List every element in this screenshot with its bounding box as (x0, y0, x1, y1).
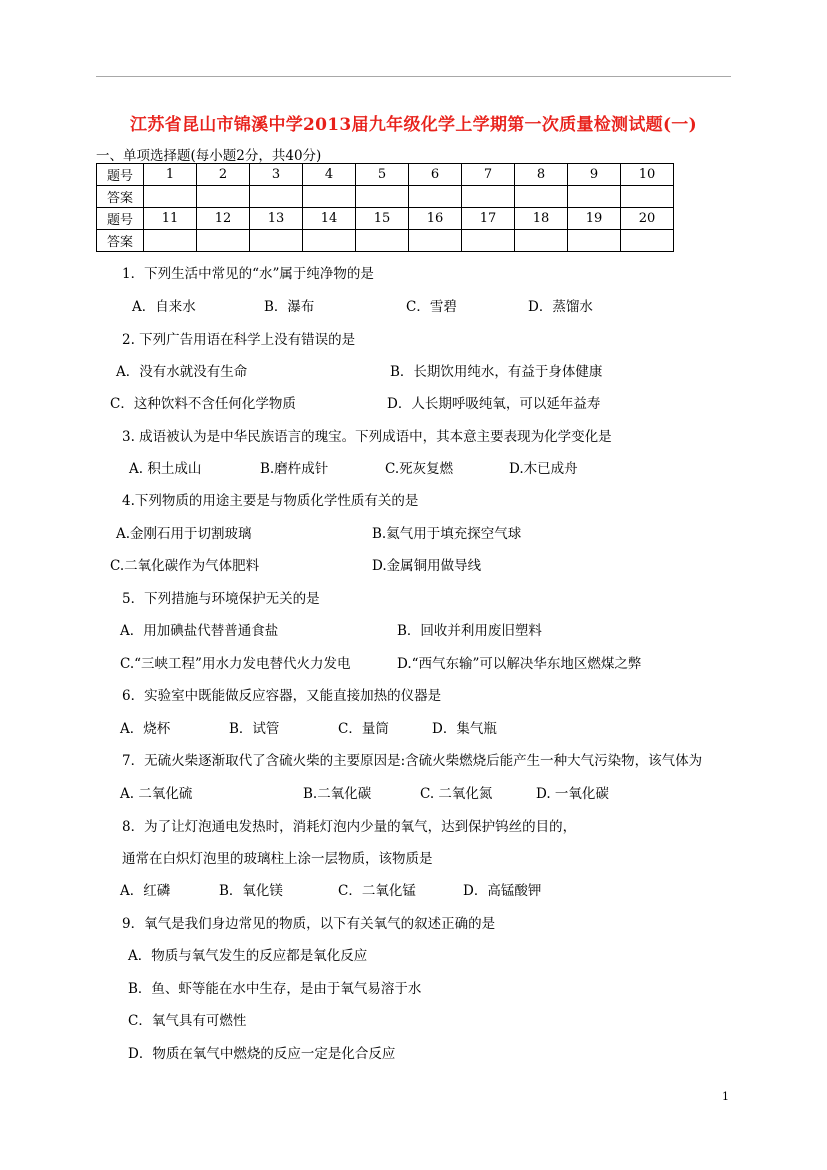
question-stem: 4.下列物质的用途主要是与物质化学性质有关的是 (122, 493, 419, 509)
row-label: 题号 (97, 208, 144, 230)
table-cell: 10 (621, 164, 674, 186)
question-option: B．氧化镁 (219, 883, 283, 899)
question-option: C．量筒 (338, 721, 389, 737)
answer-cell[interactable] (250, 186, 303, 208)
table-cell: 15 (356, 208, 409, 230)
table-cell: 17 (462, 208, 515, 230)
table-cell: 14 (303, 208, 356, 230)
question-option: C．雪碧 (406, 299, 457, 315)
answer-cell[interactable] (621, 230, 674, 252)
answer-cell[interactable] (409, 186, 462, 208)
question-option: B．试管 (229, 721, 280, 737)
table-row (97, 208, 674, 230)
page-title: 江苏省昆山市锦溪中学2013届九年级化学上学期第一次质量检测试题(一) (130, 115, 697, 135)
answer-cell[interactable] (144, 186, 197, 208)
question-option: D. 一氧化碳 (536, 786, 609, 802)
row-label: 答案 (97, 230, 144, 252)
question-option: C.“三峡工程”用水力发电替代火力发电 (120, 656, 351, 672)
question-stem: 3. 成语被认为是中华民族语言的瑰宝。下列成语中，其本意主要表现为化学变化是 (122, 429, 612, 445)
answer-cell[interactable] (303, 230, 356, 252)
question-option: A．烧杯 (120, 721, 171, 737)
question-option: A．自来水 (132, 299, 196, 315)
question-option: A．物质与氧气发生的反应都是氧化反应 (128, 948, 368, 964)
table-cell: 9 (568, 164, 621, 186)
question-option: B．回收并利用废旧塑料 (397, 623, 542, 639)
table-cell: 13 (250, 208, 303, 230)
question-option: C．氧气具有可燃性 (128, 1013, 247, 1029)
question-option: D．集气瓶 (432, 721, 497, 737)
row-label: 答案 (97, 186, 144, 208)
answer-cell[interactable] (515, 186, 568, 208)
table-cell: 6 (409, 164, 462, 186)
answer-cell[interactable] (515, 230, 568, 252)
question-option: B．鱼、虾等能在水中生存，是由于氧气易溶于水 (128, 981, 422, 997)
question-stem: 6．实验室中既能做反应容器，又能直接加热的仪器是 (122, 688, 442, 704)
question-option: A.金刚石用于切割玻璃 (116, 526, 252, 542)
question-stem: 2. 下列广告用语在科学上没有错误的是 (122, 332, 356, 348)
table-row (97, 164, 674, 186)
answer-cell[interactable] (356, 186, 409, 208)
answer-cell[interactable] (250, 230, 303, 252)
question-option: A．没有水就没有生命 (116, 364, 248, 380)
table-cell: 20 (621, 208, 674, 230)
question-option: B．瀑布 (264, 299, 315, 315)
table-cell: 3 (250, 164, 303, 186)
question-option: D．人长期呼吸纯氧，可以延年益寿 (387, 396, 601, 412)
question-stem-continued: 通常在白炽灯泡里的玻璃柱上涂一层物质，该物质是 (122, 851, 433, 867)
answer-cell[interactable] (197, 230, 250, 252)
question-option: D.“西气东输”可以解决华东地区燃煤之弊 (397, 656, 642, 672)
question-option: C．这种饮料不含任何化学物质 (110, 396, 296, 412)
question-stem: 7．无硫火柴逐渐取代了含硫火柴的主要原因是:含硫火柴燃烧后能产生一种大气污染物，该气体为 (122, 753, 703, 769)
question-option: C．二氧化锰 (338, 883, 416, 899)
table-cell: 16 (409, 208, 462, 230)
answer-cell[interactable] (144, 230, 197, 252)
question-option: D．高锰酸钾 (463, 883, 542, 899)
table-row (97, 230, 674, 252)
answer-cell[interactable] (568, 230, 621, 252)
table-cell: 2 (197, 164, 250, 186)
header-rule (96, 76, 731, 77)
answer-table (96, 163, 674, 252)
question-option: B.氦气用于填充探空气球 (372, 526, 522, 542)
table-row (97, 186, 674, 208)
question-option: A．用加碘盐代替普通食盐 (120, 623, 279, 639)
table-cell: 5 (356, 164, 409, 186)
question-option: A. 二氧化硫 (120, 786, 193, 802)
answer-cell[interactable] (462, 186, 515, 208)
row-label: 题号 (97, 164, 144, 186)
answer-cell[interactable] (462, 230, 515, 252)
question-option: C. 二氧化氮 (420, 786, 493, 802)
answer-cell[interactable] (197, 186, 250, 208)
question-option: D．蒸馏水 (528, 299, 593, 315)
question-option: C.二氧化碳作为气体肥料 (110, 558, 260, 574)
table-cell: 12 (197, 208, 250, 230)
table-cell: 8 (515, 164, 568, 186)
question-option: B.二氧化碳 (303, 786, 372, 802)
section-heading: 一、单项选择题(每小题2分，共40分) (96, 148, 322, 164)
answer-cell[interactable] (303, 186, 356, 208)
question-option: D.木已成舟 (509, 461, 578, 477)
question-option: D.金属铜用做导线 (372, 558, 482, 574)
table-cell: 7 (462, 164, 515, 186)
page-number: 1 (722, 1090, 729, 1103)
table-cell: 11 (144, 208, 197, 230)
question-option: D．物质在氧气中燃烧的反应一定是化合反应 (128, 1046, 396, 1062)
table-cell: 19 (568, 208, 621, 230)
table-cell: 4 (303, 164, 356, 186)
question-option: C.死灰复燃 (385, 461, 454, 477)
question-stem: 9．氧气是我们身边常见的物质，以下有关氧气的叙述正确的是 (122, 916, 496, 932)
question-stem: 1．下列生活中常见的“水”属于纯净物的是 (122, 266, 374, 282)
question-stem: 5．下列措施与环境保护无关的是 (122, 591, 320, 607)
question-option: A. 积土成山 (129, 461, 202, 477)
question-option: B.磨杵成针 (260, 461, 329, 477)
question-stem: 8．为了让灯泡通电发热时，消耗灯泡内少量的氧气，达到保护钨丝的目的， (122, 819, 577, 835)
question-option: A．红磷 (120, 883, 171, 899)
table-cell: 18 (515, 208, 568, 230)
answer-cell[interactable] (621, 186, 674, 208)
table-cell: 1 (144, 164, 197, 186)
answer-cell[interactable] (356, 230, 409, 252)
answer-cell[interactable] (568, 186, 621, 208)
answer-cell[interactable] (409, 230, 462, 252)
question-option: B．长期饮用纯水，有益于身体健康 (390, 364, 603, 380)
